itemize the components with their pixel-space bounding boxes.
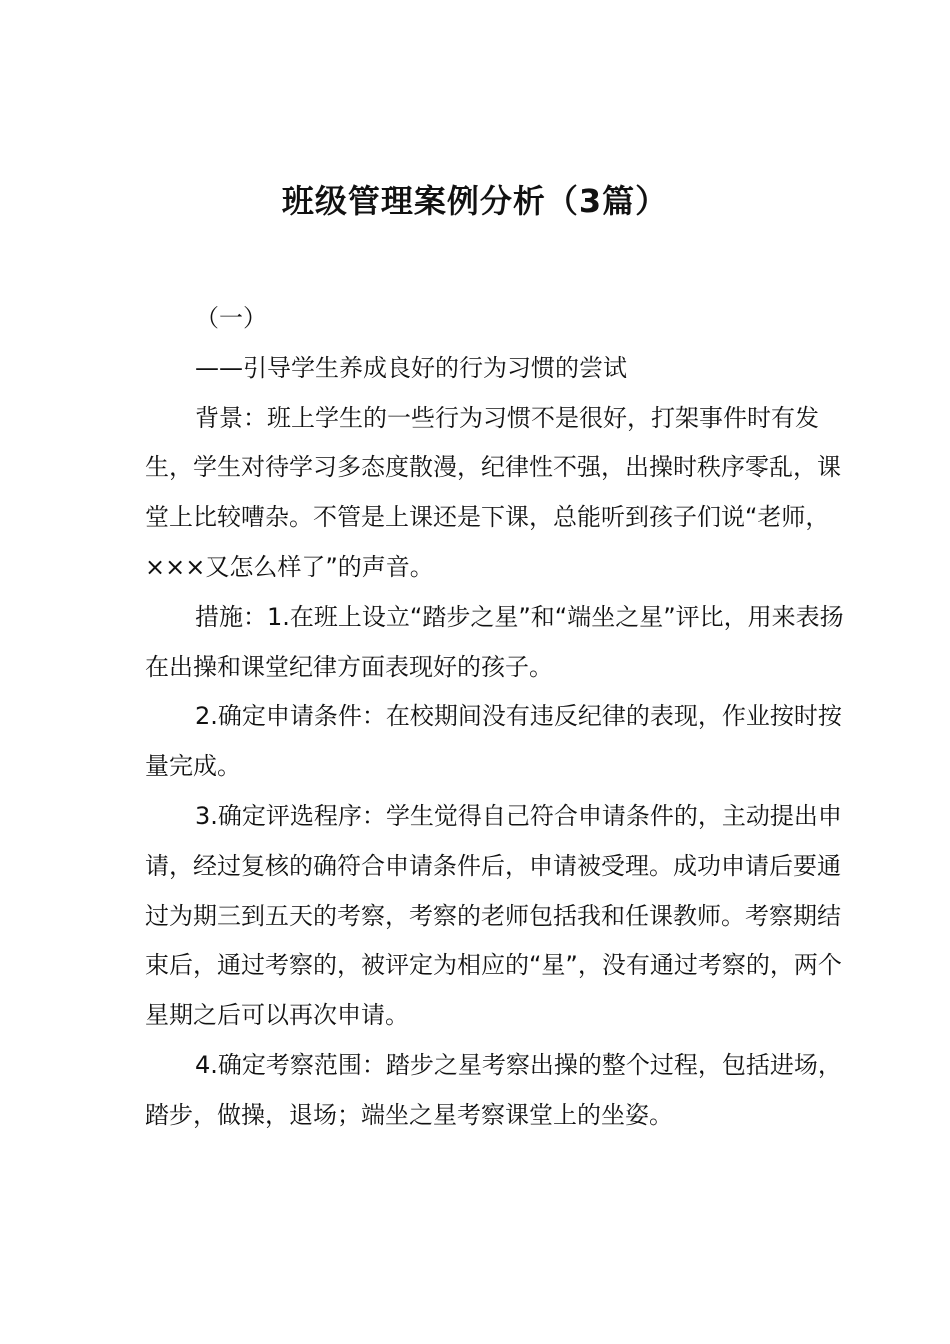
measure-1-paragraph: 措施：1.在班上设立“踏步之星”和“端坐之星”评比，用来表扬在出操和课堂纪律方面表现好的孩子。 — [145, 602, 844, 681]
section-subtitle: ——引导学生养成良好的行为习惯的尝试 — [195, 353, 627, 382]
measure-4-paragraph: 4.确定考察范围：踏步之星考察出操的整个过程，包括进场，踏步，做操，退场；端坐之星考察课堂上的坐姿。 — [145, 1050, 842, 1129]
measure-2-paragraph: 2.确定申请条件：在校期间没有违反纪律的表现，作业按时按量完成。 — [145, 702, 842, 781]
measure-3-paragraph: 3.确定评选程序：学生觉得自己符合申请条件的，主动提出申请，经过复核的确符合申请条件后，申请被受理。成功申请后要通过为期三到五天的考察，考察的老师包括我和任课教师。考察期结束后，通过考察的，被评定为相应的“星”，没有通过考察的，两个星期之后可以再次申请。 — [145, 801, 842, 1030]
background-paragraph: 背景：班上学生的一些行为习惯不是很好，打架事件时有发生，学生对待学习多态度散漫，纪律性不强，出操时秩序零乱，课堂上比较嘈杂。不管是上课还是下课，总能听到孩子们说“老师，×××又怎么样了”的声音。 — [145, 403, 841, 581]
document-body — [145, 294, 845, 1141]
section-heading: （一） — [195, 304, 267, 332]
document-title: 班级管理案例分析（3篇） — [281, 182, 669, 221]
